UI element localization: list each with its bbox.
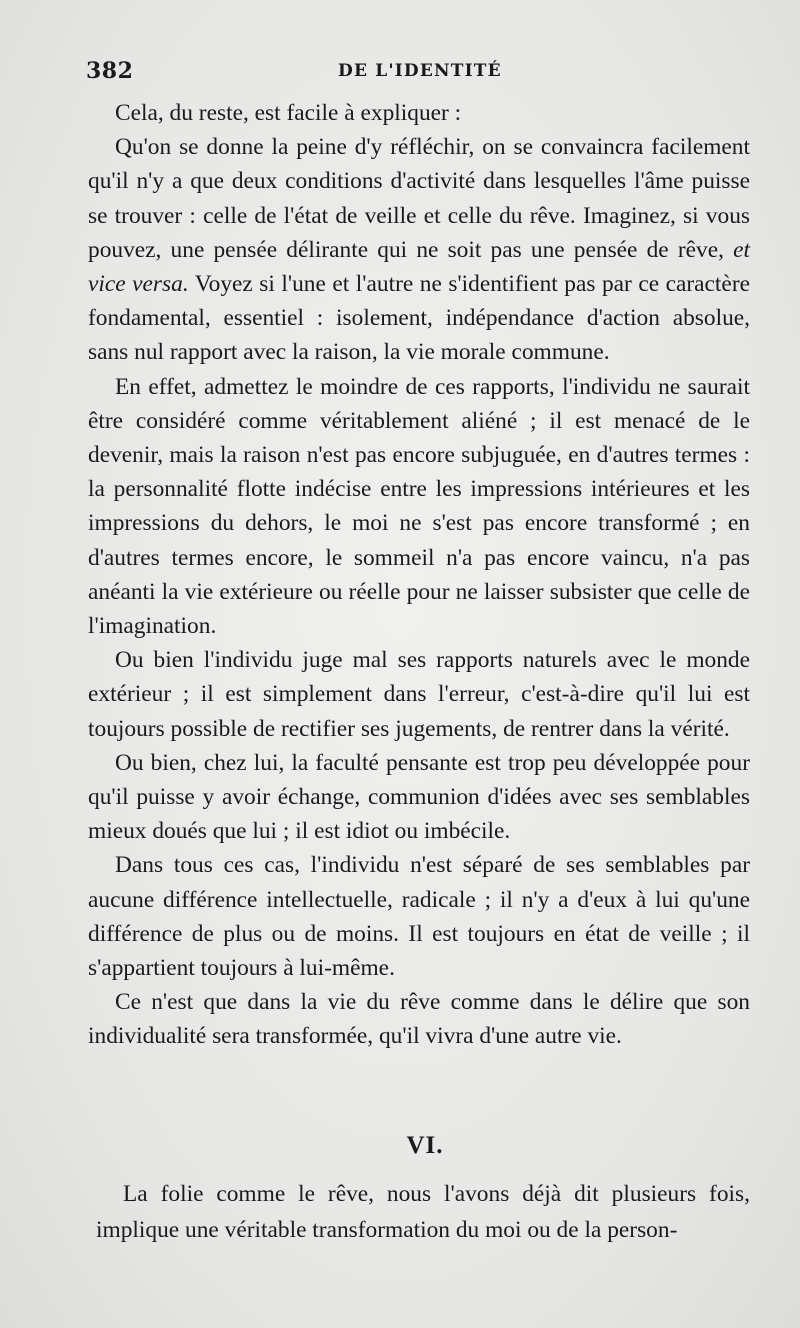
paragraph-1: Cela, du reste, est facile à expliquer : [115,100,462,126]
paragraph-7: Ce n'est que dans la vie du rêve comme dans le délire que son individualité sera transformée, qu'il vivra d'une autre vie. [88,989,750,1050]
section-text [96,1176,750,1248]
paragraph-6: Dans tous ces cas, l'individu n'est séparé de ses semblables par aucune différence intellectuelle, radicale ; il n'y a d'eux à lui qu'une différence de plus ou de moins. Il est toujours en état de veille ; il s'appartient toujours à lui-même. [88,852,750,982]
paragraph-4: Ou bien l'individu juge mal ses rapports naturels avec le monde extérieur ; il est simplement dans l'erreur, c'est-à-dire qu'il lui est toujours possible de rectifier ses jugements, de rentrer dans la vérité. [88,647,750,742]
paragraph-2-end: Voyez si l'une et l'autre ne s'identifient pas par ce caractère fondamental, essentiel : isolement, indépendance d'action absolue, sans nul rapport avec la raison, la vie morale commune. [88,271,750,366]
paragraph-2 [88,130,750,369]
paragraph-3: En effet, admettez le moindre de ces rapports, l'individu ne saurait être considéré comme véritablement aliéné ; il est menacé de le devenir, mais la raison n'est pas encore subjuguée, en d'autres termes : la personnalité flotte indécise entre les impressions intérieures et les impressions du dehors, le moi ne s'est pas encore transformé ; en d'autres termes encore, le sommeil n'a pas encore vaincu, n'a pas anéanti la vie extérieure ou réelle pour ne laisser subsister que celle de l'imagination. [88,373,750,640]
page-header [86,58,506,90]
body-text [88,96,750,1054]
paragraph-2-italic: et vice versa. [88,236,750,298]
running-title: DE L'IDENTITÉ [338,61,502,81]
section-paragraph: La folie comme le rêve, nous l'avons déjà dit plusieurs fois, implique une véritable transformation du moi ou de la person- [96,1181,750,1243]
paragraph-5: Ou bien, chez lui, la faculté pensante est trop peu développée pour qu'il puisse y avoir échange, communion d'idées avec ses semblables mieux doués que lui ; il est idiot ou imbécile. [88,749,750,845]
paragraph-2-start: Qu'on se donne la peine d'y réfléchir, on se convaincra facilement qu'il n'y a que deux conditions d'activité dans lesquelles l'âme puisse se trouver : celle de l'état de veille et celle du rêve. Imaginez, si vous pouvez, une pensée délirante qui ne soit pas une pensée de rêve, [88,134,750,263]
section-heading: VI. [406,1132,444,1159]
page-number: 382 [86,58,134,84]
